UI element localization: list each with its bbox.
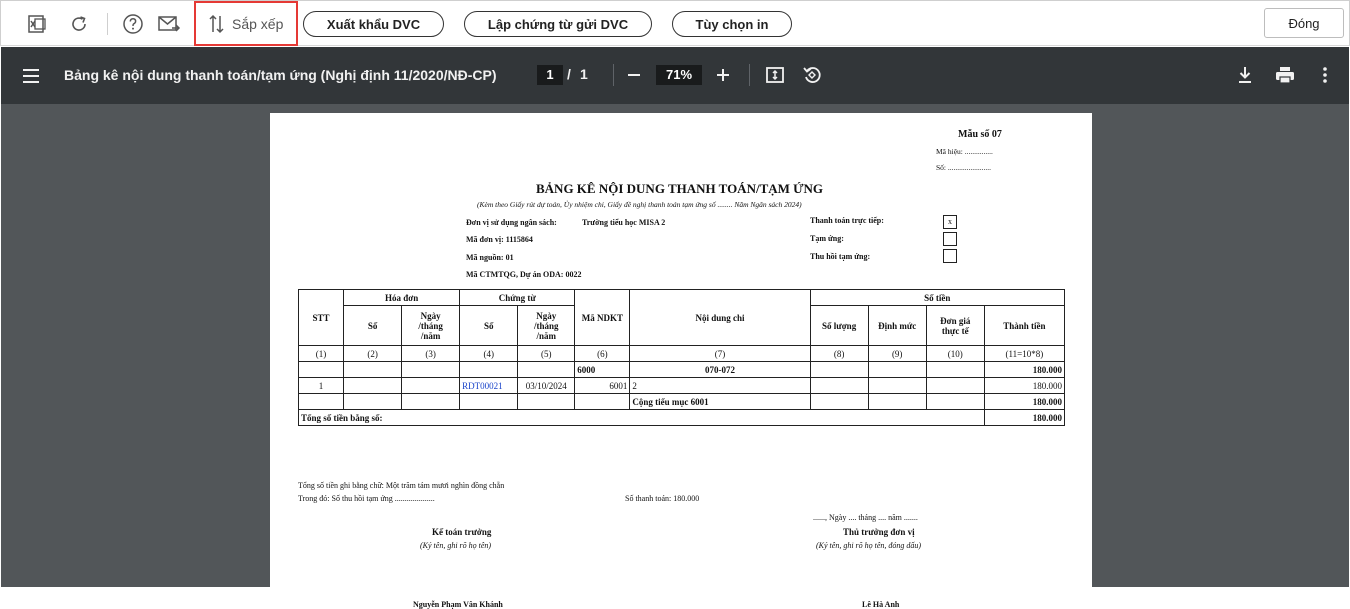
viewer-divider	[749, 64, 750, 86]
option-recover-label: Thu hồi tạm ứng:	[810, 252, 871, 261]
header-norm: Định mức	[868, 306, 926, 346]
subtotal-label: Cộng tiểu mục 6001	[630, 394, 810, 410]
page-number-input[interactable]: 1	[537, 65, 563, 85]
index-cell: (1)	[299, 346, 344, 362]
subtotal-amount: 180.000	[984, 394, 1064, 410]
page-total: 1	[580, 66, 588, 82]
sort-button[interactable]	[194, 1, 298, 46]
form-number: Mẫu số 07	[958, 129, 1002, 140]
pdf-viewer-toolbar	[1, 47, 1349, 104]
option-advance-label: Tạm ứng:	[810, 234, 844, 243]
total-label: Tổng số tiền bằng số:	[299, 410, 985, 426]
row-ndkt: 6001	[575, 378, 630, 394]
total-in-words: Tổng số tiền ghi bằng chữ: Một trăm tám mươi nghìn đồng chẵn	[298, 481, 505, 490]
form-code-line: Mã hiệu: ...............	[936, 147, 993, 156]
zoom-out-icon[interactable]	[623, 64, 645, 86]
total-amount: 180.000	[984, 410, 1064, 426]
index-cell: (6)	[575, 346, 630, 362]
index-cell: (2)	[344, 346, 402, 362]
source-code: Mã nguồn: 01	[466, 253, 514, 262]
table-row-subtotal	[299, 394, 1065, 410]
form-serial-line: Số: .......................	[936, 163, 992, 172]
zoom-level-input[interactable]: 71%	[656, 65, 702, 85]
group-code: 6000	[575, 362, 630, 378]
accountant-title: Kế toán trưởng	[432, 527, 492, 537]
unit-label: Đơn vị sử dụng ngân sách:	[466, 218, 557, 227]
print-options-button[interactable]: Tùy chọn in	[672, 11, 792, 37]
option-recover-checkbox	[943, 249, 957, 263]
index-cell: (8)	[810, 346, 868, 362]
index-cell: (11=10*8)	[984, 346, 1064, 362]
page-separator: /	[567, 66, 571, 82]
header-voucher-date: Ngày /tháng /năm	[518, 306, 575, 346]
group-amount: 180.000	[984, 362, 1064, 378]
rotate-icon[interactable]	[801, 64, 823, 86]
sort-icon	[208, 14, 226, 34]
document-heading: BẢNG KÊ NỘI DUNG THANH TOÁN/TẠM ỨNG	[536, 181, 823, 196]
option-direct-payment-label: Thanh toán trực tiếp:	[810, 216, 884, 225]
ctmt-code: Mã CTMTQG, Dự án ODA: 0022	[466, 270, 582, 279]
table-row	[299, 378, 1065, 394]
toolbar-divider	[107, 13, 108, 35]
top-toolbar	[0, 0, 1350, 46]
more-options-icon[interactable]	[1314, 64, 1336, 86]
fit-page-icon[interactable]	[764, 64, 786, 86]
accountant-note: (Ký tên, ghi rõ họ tên)	[420, 541, 492, 550]
excel-icon[interactable]	[25, 12, 49, 36]
header-voucher: Chứng từ	[460, 290, 575, 306]
row-voucher-date: 03/10/2024	[518, 378, 575, 394]
date-line: ......, Ngày .... tháng .... năm .......	[813, 513, 918, 522]
header-amount: Số tiền	[810, 290, 1064, 306]
index-cell: (10)	[926, 346, 984, 362]
document-title: Bảng kê nội dung thanh toán/tạm ứng (Nghị định 11/2020/NĐ-CP)	[64, 67, 497, 83]
head-name: Lê Hà Anh	[862, 600, 900, 609]
table-row-total	[299, 410, 1065, 426]
menu-icon[interactable]	[20, 65, 42, 87]
row-amount: 180.000	[984, 378, 1064, 394]
create-voucher-dvc-button[interactable]: Lập chứng từ gửi DVC	[464, 11, 652, 37]
header-stt: STT	[299, 290, 344, 346]
header-invoice-no: Số	[344, 306, 402, 346]
group-content: 070-072	[630, 362, 810, 378]
header-unit-price: Đơn giá thực tế	[926, 306, 984, 346]
row-voucher-no[interactable]: RDT00021	[460, 378, 518, 394]
download-icon[interactable]	[1234, 64, 1256, 86]
header-quantity: Số lượng	[810, 306, 868, 346]
unit-value: Trường tiểu học MISA 2	[582, 218, 666, 227]
unit-code: Mã đơn vị: 1115864	[466, 235, 533, 244]
pdf-page	[270, 113, 1092, 609]
index-cell: (9)	[868, 346, 926, 362]
index-cell: (3)	[402, 346, 460, 362]
accountant-name: Nguyễn Phạm Vân Khánh	[413, 600, 503, 609]
table-index-row	[299, 346, 1065, 362]
viewer-divider	[613, 64, 614, 86]
recover-line: Trong đó: Số thu hồi tạm ứng ....................	[298, 494, 435, 503]
table-row-group	[299, 362, 1065, 378]
header-total: Thành tiền	[984, 306, 1064, 346]
header-invoice-date: Ngày /tháng /năm	[402, 306, 460, 346]
send-mail-icon[interactable]	[157, 12, 181, 36]
refresh-icon[interactable]	[67, 12, 91, 36]
header-ndkt: Mã NDKT	[575, 290, 630, 346]
pdf-viewer	[1, 47, 1349, 609]
export-dvc-button[interactable]: Xuất khẩu DVC	[303, 11, 444, 37]
option-advance-checkbox	[943, 232, 957, 246]
zoom-in-icon[interactable]	[712, 64, 734, 86]
head-title: Thủ trưởng đơn vị	[843, 527, 915, 537]
document-subtitle: (Kèm theo Giấy rút dự toán, Ủy nhiệm chi, Giấy đề nghị thanh toán tạm ứng số ........ Năm Ngân sách 2024)	[477, 200, 802, 209]
header-voucher-no: Số	[460, 306, 518, 346]
sort-label: Sắp xếp	[232, 15, 284, 32]
head-note: (Ký tên, ghi rõ họ tên, đóng dấu)	[816, 541, 922, 550]
index-cell: (5)	[518, 346, 575, 362]
payment-detail-table	[298, 289, 1065, 426]
header-content: Nội dung chi	[630, 290, 810, 346]
payment-line: Số thanh toán: 180.000	[625, 494, 700, 503]
row-content: 2	[630, 378, 810, 394]
header-invoice: Hóa đơn	[344, 290, 460, 306]
index-cell: (7)	[630, 346, 810, 362]
option-direct-payment-checkbox: x	[943, 215, 957, 229]
print-icon[interactable]	[1274, 64, 1296, 86]
index-cell: (4)	[460, 346, 518, 362]
help-icon[interactable]	[121, 12, 145, 36]
row-stt: 1	[299, 378, 344, 394]
table-header-row	[299, 290, 1065, 306]
close-button[interactable]: Đóng	[1264, 8, 1344, 38]
